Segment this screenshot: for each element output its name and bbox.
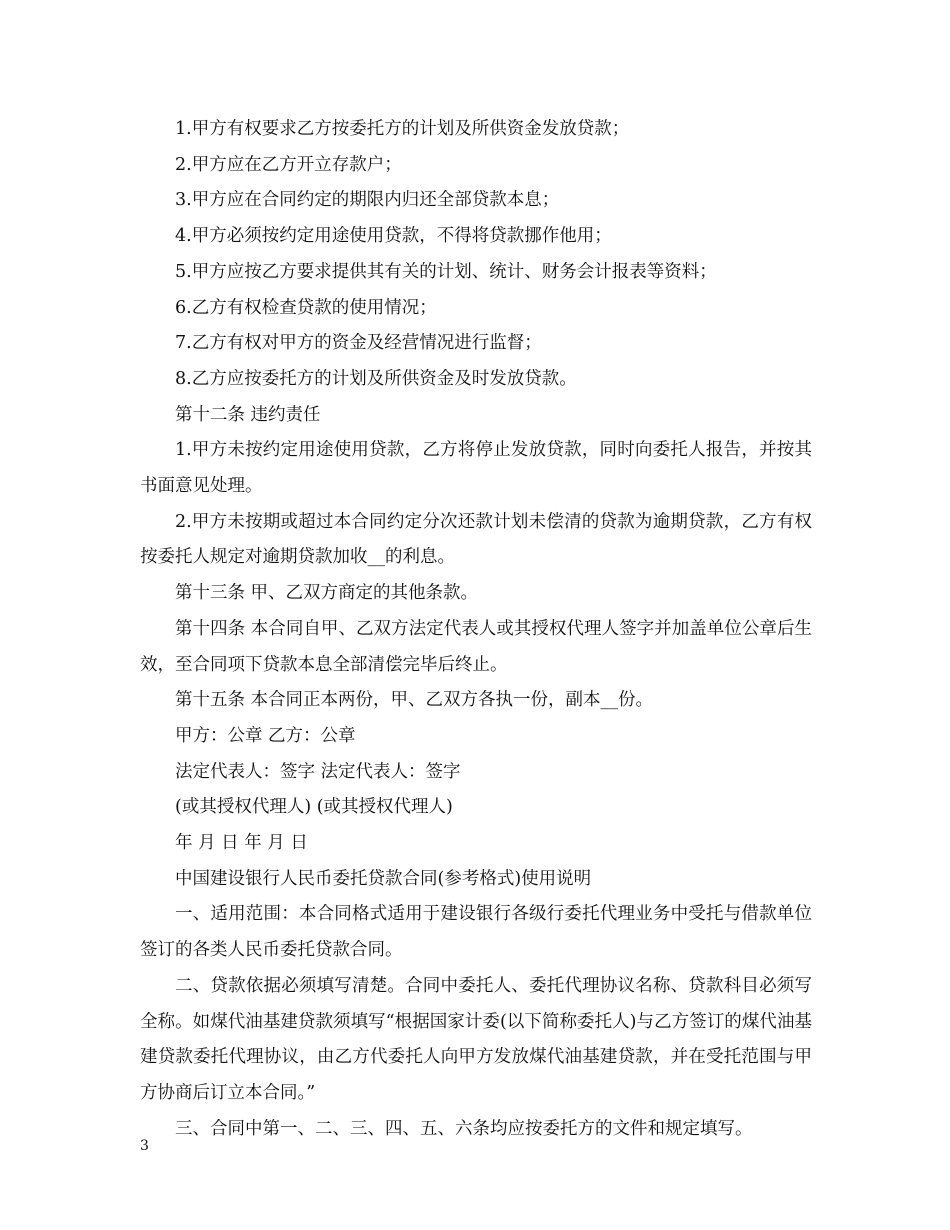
instruction-scope: 一、适用范围：本合同格式适用于建设银行各级行委托代理业务中受托与借款单位签订的各类人民币委托贷款合同。 <box>140 904 812 961</box>
article-14: 第十四条 本合同自甲、乙双方法定代表人或其授权代理人签字并加盖单位公章后生效，至合同项下贷款本息全部清偿完毕后终止。 <box>140 618 812 675</box>
paragraph-right-8: 8.乙方应按委托方的计划及所供资金及时发放贷款。 <box>175 368 577 389</box>
article-15: 第十五条 本合同正本两份，甲、乙双方各执一份，副本__份。 <box>175 690 654 711</box>
instruction-loan-basis: 二、贷款依据必须填写清楚。合同中委托人、委托代理协议名称、贷款科目必须写全称。如煤代油基建贷款须填写“根据国家计委(以下简称委托人)与乙方签订的煤代油基建贷款委托代理协议，由乙方代委托人向甲方发放煤代油基建贷款，并在受托范围与甲方协商后订立本合同。” <box>140 975 812 1103</box>
authorized-agents: (或其授权代理人) (或其授权代理人) <box>175 797 453 818</box>
page-number: 3 <box>140 1138 149 1154</box>
paragraph-right-3: 3.甲方应在合同约定的期限内归还全部贷款本息； <box>175 190 560 211</box>
article-12-heading: 第十二条 违约责任 <box>175 404 321 425</box>
party-seals: 甲方：公章 乙方：公章 <box>175 725 356 746</box>
paragraph-right-2: 2.甲方应在乙方开立存款户； <box>175 154 402 175</box>
signature-dates: 年 月 日 年 月 日 <box>175 833 308 854</box>
legal-representatives: 法定代表人：签字 法定代表人：签字 <box>175 761 461 782</box>
paragraph-right-7: 7.乙方有权对甲方的资金及经营情况进行监督； <box>175 333 542 354</box>
paragraph-right-6: 6.乙方有权检查贷款的使用情况； <box>175 297 437 318</box>
instructions-title: 中国建设银行人民币委托贷款合同(参考格式)使用说明 <box>175 868 592 889</box>
instruction-articles: 三、合同中第一、二、三、四、五、六条均应按委托方的文件和规定填写。 <box>175 1118 753 1139</box>
paragraph-right-5: 5.甲方应按乙方要求提供其有关的计划、统计、财务会计报表等资料； <box>175 261 717 282</box>
article-13: 第十三条 甲、乙双方商定的其他条款。 <box>175 583 479 604</box>
document-body <box>140 112 812 1147</box>
paragraph-right-4: 4.甲方必须按约定用途使用贷款，不得将贷款挪作他用； <box>175 226 612 247</box>
paragraph-right-1: 1.甲方有权要求乙方按委托方的计划及所供资金发放贷款； <box>175 119 630 139</box>
breach-clause-2: 2.甲方未按期或超过本合同约定分次还款计划未偿清的贷款为逾期贷款，乙方有权按委托人规定对逾期贷款加收__的利息。 <box>140 511 812 568</box>
breach-clause-1: 1.甲方未按约定用途使用贷款，乙方将停止发放贷款，同时向委托人报告，并按其书面意见处理。 <box>140 440 812 497</box>
